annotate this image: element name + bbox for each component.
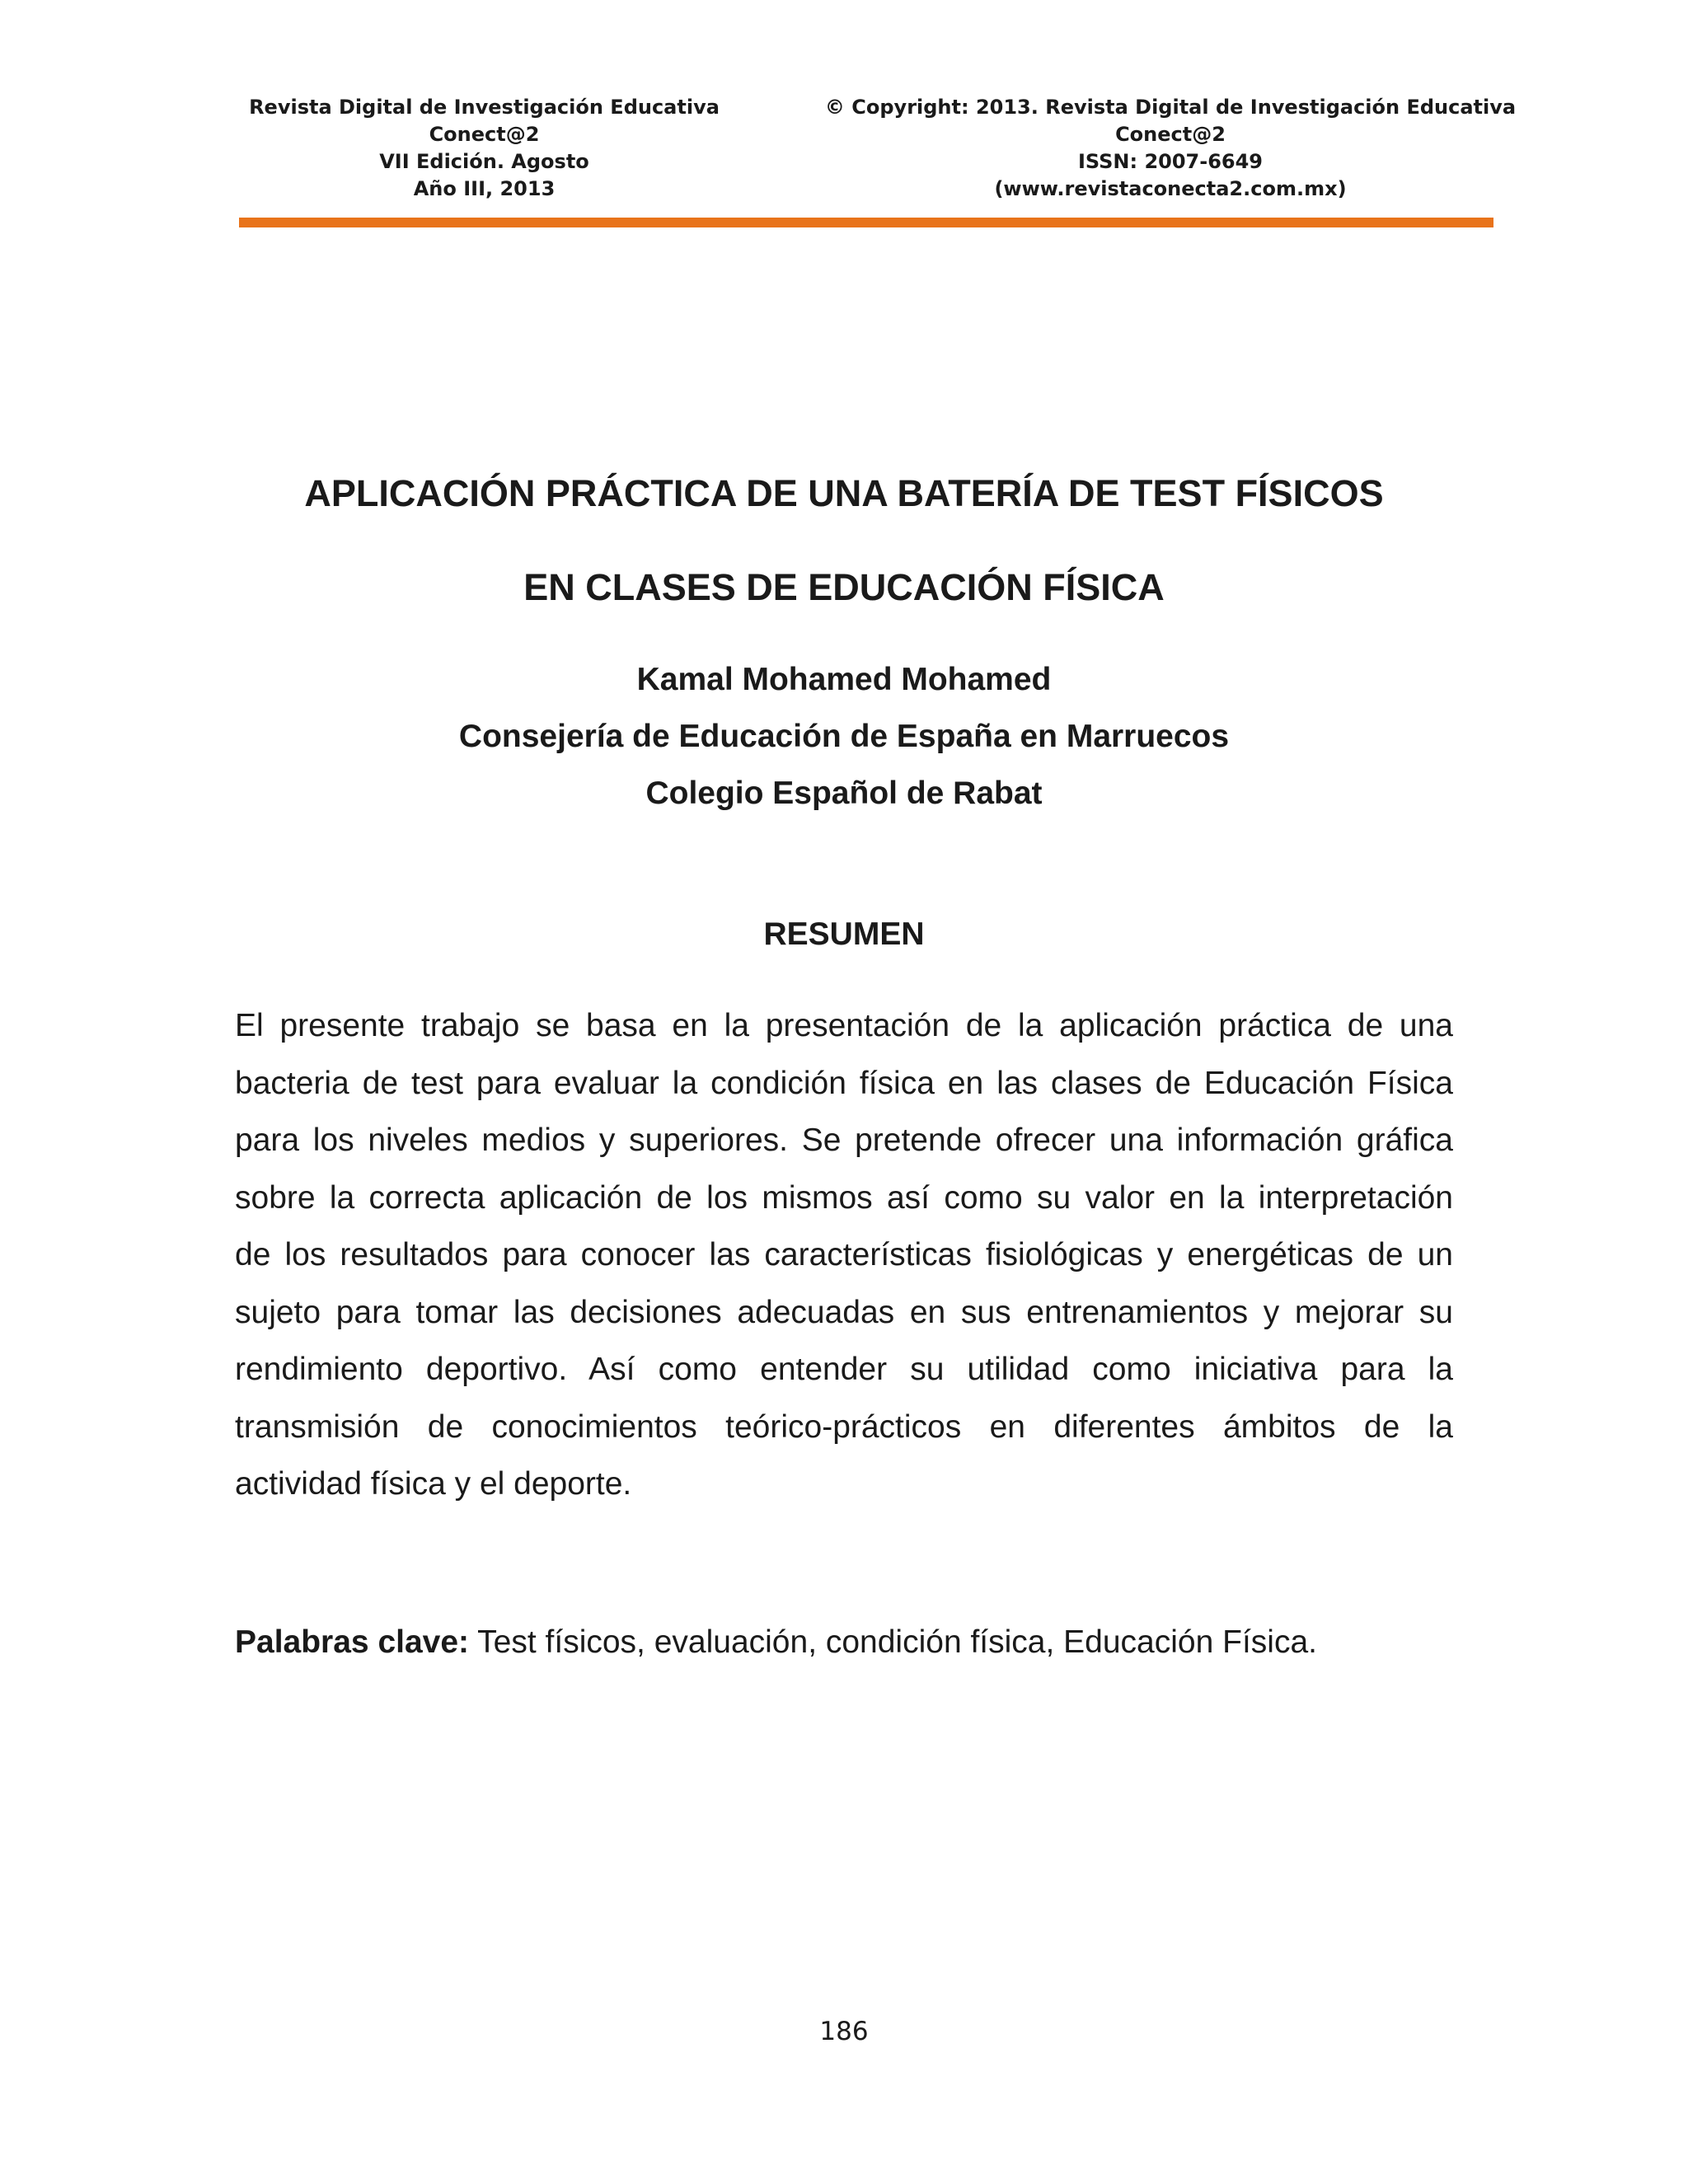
header-divider	[239, 218, 1493, 227]
abstract-line: bacteria de test para evaluar la condición física en las clases de Educación Física	[235, 1065, 1453, 1101]
paper-title-line-2: EN CLASES DE EDUCACIÓN FÍSICA	[523, 566, 1165, 608]
journal-header-left	[247, 94, 721, 203]
abstract-line: sujeto para tomar las decisiones adecuadas en sus entrenamientos y mejorar su	[235, 1294, 1453, 1330]
abstract-line: para los niveles medios y superiores. Se pretende ofrecer una información gráfica	[235, 1122, 1453, 1158]
paper-title-line-1: APLICACIÓN PRÁCTICA DE UNA BATERÍA DE TEST FÍSICOS	[304, 472, 1384, 514]
copyright-notice: © Copyright: 2013. Revista Digital de Investigación Educativa	[824, 96, 1517, 119]
abstract-line: rendimiento deportivo. Así como entender su utilidad como iniciativa para la	[235, 1352, 1453, 1387]
journal-name: Conect@2	[429, 123, 540, 146]
keywords-label: Palabras clave:	[235, 1624, 470, 1660]
journal-issn: ISSN: 2007-6649	[1077, 150, 1263, 173]
author-name: Kamal Mohamed Mohamed	[636, 662, 1052, 697]
abstract-line: transmisión de conocimientos teórico-prácticos en diferentes ámbitos de la	[235, 1408, 1453, 1445]
journal-url: (www.revistaconecta2.com.mx)	[994, 177, 1347, 200]
abstract-body	[235, 997, 1453, 1513]
author-school: Colegio Español de Rabat	[645, 776, 1043, 811]
abstract-line: actividad física y el deporte.	[235, 1466, 632, 1502]
abstract-line: sobre la correcta aplicación de los mismos así como su valor en la interpretación	[235, 1179, 1453, 1216]
keywords	[235, 1624, 1453, 1661]
keywords-text: Test físicos, evaluación, condición física, Educación Física.	[469, 1624, 1317, 1660]
author-institution: Consejería de Educación de España en Marruecos	[458, 719, 1230, 754]
abstract-line: de los resultados para conocer las características fisiológicas y energéticas de un	[235, 1237, 1453, 1272]
journal-header-right	[824, 94, 1517, 203]
journal-name-right: Conect@2	[1115, 123, 1226, 146]
abstract-heading: RESUMEN	[763, 916, 925, 952]
abstract-line: El presente trabajo se basa en la presentación de la aplicación práctica de una	[235, 1008, 1453, 1043]
page-number: 186	[819, 2017, 869, 2046]
journal-year: Año III, 2013	[413, 177, 556, 200]
journal-title: Revista Digital de Investigación Educativa	[249, 96, 720, 119]
journal-edition: VII Edición. Agosto	[379, 150, 589, 173]
